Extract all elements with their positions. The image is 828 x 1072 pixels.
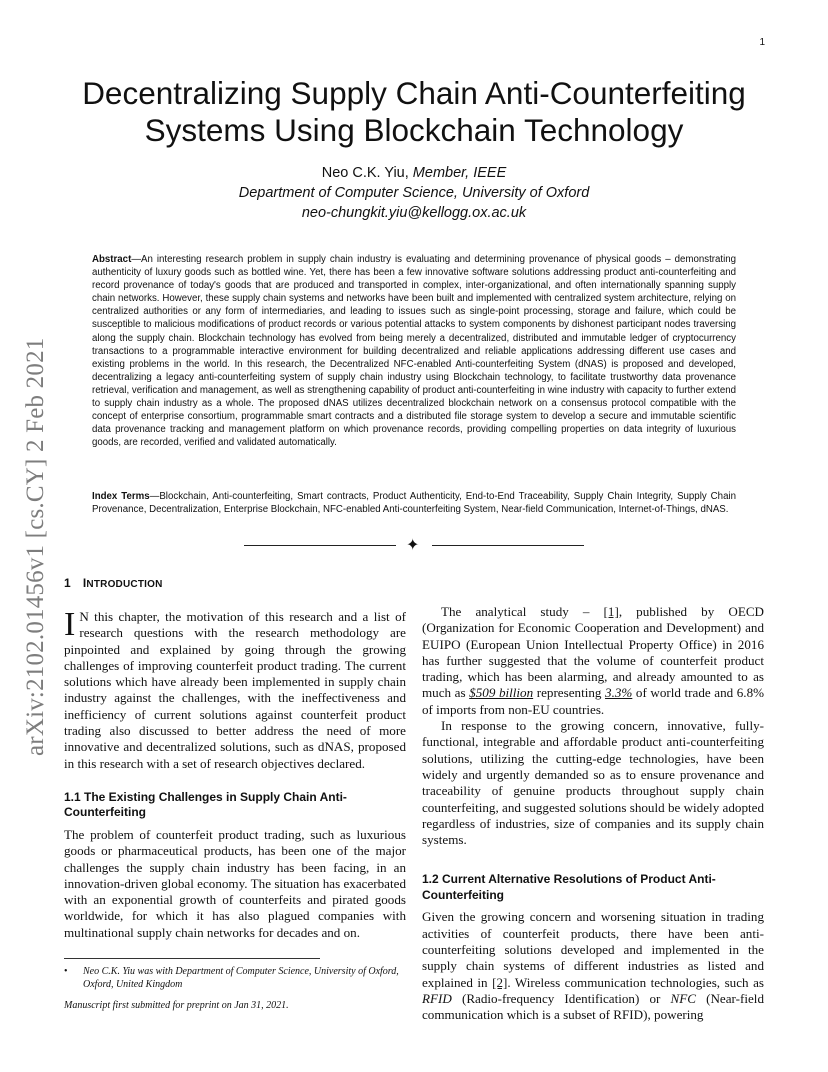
author-email: neo-chungkit.yiu@kellogg.ox.ac.uk: [301, 205, 527, 221]
right-paragraph-2: In response to the growing concern, innovative, fully-functional, integrable and affordable product anti-counterfeiting solutions, utilizing the cutting-edge technologies, have been widely and urgently demanded so as to ensure provenance and traceability of genuine products throughout supply chain counterfeiting, and suggested solutions should be widely adopted regardless of industries, size of companies and its supply chain systems.: [422, 718, 764, 848]
author-line: [60, 163, 768, 183]
p1-text-b: , published by OECD (Organization for Economic Cooperation and Development) and EUIPO (European Union Intellectual Property Office) in 2016 has further suggested that the volume of counterfeit product trading, which has been alarming, and already amounted to as much as: [422, 604, 765, 701]
right-paragraph-1: [422, 604, 764, 718]
title-line-1: Decentralizing Supply Chain Anti-Counterfeiting: [82, 75, 746, 111]
divider-star-icon: ✦: [406, 535, 420, 554]
abstract-label: Abstract: [92, 254, 132, 265]
amount-highlight: $509 billion: [469, 685, 534, 701]
subsection-1-1-paragraph: The problem of counterfeit product trading, such as luxurious goods or pharmaceutical products, has been one of the major challenges the supply chain industry has been facing, in an innovation-driven global economy. The situation has exacerbated with an exponential growth of counterfeits and pirated goods worldwide, for which it has also plagued companies with multinational supply chain networks for decades and on.: [64, 826, 406, 940]
nfc-term: NFC: [670, 990, 696, 1006]
rfid-term: RFID: [422, 990, 452, 1006]
paper-title: [60, 75, 768, 149]
citation-link-1[interactable]: [1]: [603, 604, 619, 619]
abstract: [92, 253, 736, 449]
author-name: Neo C.K. Yiu,: [321, 165, 409, 181]
index-terms-text: —Blockchain, Anti-counterfeiting, Smart contracts, Product Authenticity, End-to-End Traceability, Supply Chain Integrity, Supply Chain Provenance, Decentralization, Enterprise Blockchain, NFC-enabled Anti-counterfeiting System, Near-field Communication, Internet-of-Things, dNAS.: [92, 491, 736, 516]
p3-text-b: . Wireless communication technologies, such as: [507, 974, 764, 990]
manuscript-note: Manuscript first submitted for preprint on Jan 31, 2021.: [64, 1000, 289, 1011]
right-paragraph-3: [422, 909, 764, 1023]
intro-first-word: N: [79, 609, 89, 624]
subsection-1-2-heading: 1.2 Current Alternative Resolutions of Product Anti-Counterfeiting: [422, 872, 716, 902]
right-column: [422, 604, 764, 1024]
intro-text: this chapter, the motivation of this research and a list of research questions with the research methodology are pinpointed and explained by going through the growing challenges of improving counterfeit product trading. The current solutions which have already been implemented in supply chain industry against the challenges, with the ineffectiveness and inefficiency of current solutions against counterfeit product trading also discussed to better address the need of more innovative and decentralized solutions, such as dNAS, proposed in this research with a set of research objectives declared.: [64, 609, 406, 771]
title-line-2: Systems Using Blockchain Technology: [144, 112, 684, 148]
p1-text-a: The analytical study –: [441, 604, 604, 619]
section-1-title-rest: NTRODUCTION: [86, 579, 163, 590]
citation-link-2[interactable]: [2]: [492, 974, 508, 990]
intro-paragraph: [64, 606, 406, 772]
percent-highlight: 3.3%: [605, 685, 633, 701]
section-1-number: 1: [64, 576, 71, 590]
subsection-1-1-heading: 1.1 The Existing Challenges in Supply Chain Anti-Counterfeiting: [64, 789, 347, 820]
p1-text-d: of world trade and 6.8% of imports from non-EU countries.: [422, 685, 765, 717]
footnote-text: Neo C.K. Yiu was with Department of Computer Science, University of Oxford, Oxford, United Kingdom: [83, 966, 399, 990]
arxiv-identifier-stamp: arXiv:2102.01456v1 [cs.CY] 2 Feb 2021: [22, 337, 49, 756]
author-affiliation: Department of Computer Science, University of Oxford: [238, 185, 590, 201]
p3-text-a: Given the growing concern and worsening situation in trading activities of counterfeit products, there have been anti-counterfeiting solutions developed and implemented in the supply chain systems of different industries as listed and explained in: [422, 909, 764, 990]
footnote-rule: [64, 958, 320, 959]
drop-cap: I: [64, 606, 76, 643]
footnote-bullet-icon: •: [64, 966, 68, 977]
p3-text-c: (Radio-frequency Identification) or: [451, 990, 671, 1006]
author-block: [60, 163, 768, 223]
page-number: 1: [759, 37, 765, 48]
section-1-title-first: I: [82, 576, 87, 590]
p1-text-c: representing: [533, 685, 606, 701]
section-divider: [244, 537, 584, 553]
section-1-heading: [64, 576, 406, 592]
divider-rule-right: [432, 545, 584, 546]
p3-text-d: (Near-field communication which is a subset of RFID), powering: [422, 990, 764, 1023]
author-membership: Member, IEEE: [412, 165, 507, 181]
index-terms-label: Index Terms: [92, 491, 150, 502]
index-terms: [92, 490, 736, 516]
left-column: [64, 576, 406, 941]
abstract-text: —An interesting research problem in supply chain industry is evaluating and determining provenance of physical goods – demonstrating authenticity of luxury goods such as bottled wine. Yet, there has been a few innovative software solutions addressing product anti-counterfeiting and record provenance of today's goods that are produced and transported in complex, inter-organizational, and often internationally spanning supply chain networks. However, these supply chain systems and networks have been built and implemented with centralized system architecture, relying on centralized authorities or any form of intermediaries, and leading to issues such as single-point processing, storage and failure, which could be susceptible to malicious modifications of product records or various potential attacks to system components by dishonest participant nodes traversing along the supply chain. Blockchain technology has evolved from being merely a decentralized, distributed and immutable ledger of cryptocurrency transactions to a programmable interactive environment for building decentralized and reliable applications addressing different use cases and existing problems in the world. In this research, the Decentralized NFC-enabled Anti-counterfeiting System (dNAS) is proposed and developed, decentralizing a legacy anti-counterfeiting system of supply chain industry using Blockchain technology, to facilitate trustworthy data provenance retrieval, verification and management, as well as strengthening capability of product anti-counterfeiting in wine industry with capacity to further extend to supply chain industry as a whole. The proposed dNAS utilizes decentralized blockchain network on a consensus protocol compatible with the concept of enterprise consortium, programmable smart contracts and a distributed file storage system to develop a secure and immutable scientific data provenance tracking and management platform on which provenance records, providing compelling properties on data integrity of luxurious goods, are recorded, verified and validated automatically.: [92, 254, 736, 449]
footnote: [64, 966, 406, 991]
divider-rule-left: [244, 545, 396, 546]
